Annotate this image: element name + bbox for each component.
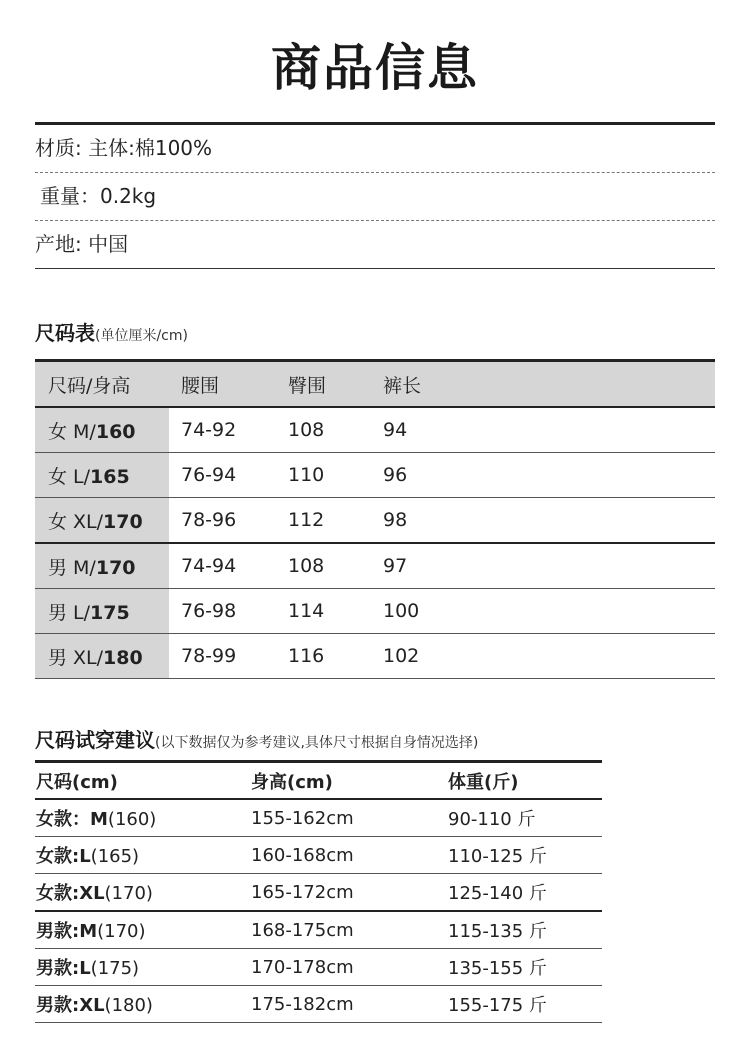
- weight-cell: 135-155 斤: [447, 949, 602, 986]
- page-title: 商品信息: [271, 39, 479, 97]
- product-info: [35, 122, 715, 269]
- info-label: 重量: [40, 184, 80, 208]
- table-row: [35, 453, 715, 498]
- info-row-material: [35, 125, 715, 173]
- height-cell: 155-162cm: [250, 799, 447, 837]
- height-value: 160: [95, 420, 136, 443]
- column-header: 身高(cm): [250, 762, 447, 800]
- weight-cell: 115-135 斤: [447, 911, 602, 949]
- waist-cell: 74-92: [169, 407, 287, 453]
- height-value: 175: [90, 601, 130, 624]
- info-value: 0.2kg: [100, 184, 157, 208]
- size-number: (165): [90, 846, 140, 867]
- waist-cell: 78-96: [169, 498, 287, 544]
- table-row: [35, 589, 715, 634]
- fit-guide-heading: [35, 724, 478, 753]
- length-cell: 98: [382, 498, 715, 544]
- height-cell: 165-172cm: [250, 874, 447, 912]
- length-cell: 100: [382, 589, 715, 634]
- size-label: 女 XL/: [48, 510, 104, 533]
- hip-cell: 114: [287, 589, 382, 634]
- size-number: (160): [107, 809, 157, 830]
- height-cell: 170-178cm: [250, 949, 447, 986]
- info-separator: :: [75, 232, 89, 256]
- info-value: 主体:棉100%: [88, 136, 213, 160]
- info-label: 产地: [35, 232, 75, 256]
- size-number: (175): [90, 958, 140, 979]
- size-label: 男 M/: [48, 556, 96, 579]
- size-cell: [35, 911, 250, 949]
- column-header: 体重(斤): [447, 762, 602, 800]
- size-cell: [35, 949, 250, 986]
- column-header: 尺码(cm): [35, 762, 250, 800]
- size-cell: [35, 589, 169, 634]
- size-cell: [35, 498, 169, 544]
- size-cell: [35, 407, 169, 453]
- length-cell: 96: [382, 453, 715, 498]
- height-cell: 168-175cm: [250, 911, 447, 949]
- info-separator: ：: [80, 184, 100, 208]
- size-cell: [35, 837, 250, 874]
- height-value: 170: [95, 556, 136, 579]
- waist-cell: 78-99: [169, 634, 287, 679]
- column-header: 尺码/身高: [35, 361, 169, 408]
- size-label: 女款:XL: [36, 883, 105, 904]
- size-label: 女 M/: [48, 420, 96, 443]
- table-header-row: [35, 762, 602, 800]
- length-cell: 97: [382, 543, 715, 589]
- weight-cell: 125-140 斤: [447, 874, 602, 912]
- weight-cell: 110-125 斤: [447, 837, 602, 874]
- size-cell: [35, 634, 169, 679]
- weight-cell: 90-110 斤: [447, 799, 602, 837]
- size-label: 男 XL/: [48, 646, 104, 669]
- size-label: 女款:L: [36, 846, 91, 867]
- size-cell: [35, 986, 250, 1023]
- column-header: 腰围: [169, 361, 287, 408]
- table-row: [35, 986, 602, 1023]
- height-value: 170: [103, 510, 143, 533]
- column-header: 裤长: [382, 361, 715, 408]
- size-label: 女 L/: [48, 465, 91, 488]
- table-row: [35, 911, 602, 949]
- size-chart-heading: [35, 317, 188, 346]
- height-value: 165: [90, 465, 130, 488]
- size-chart-title: 尺码表: [35, 321, 95, 345]
- size-label: 男款:XL: [36, 995, 105, 1016]
- fit-guide-table: [35, 760, 602, 1023]
- table-header-row: [35, 361, 715, 408]
- waist-cell: 74-94: [169, 543, 287, 589]
- table-row: [35, 799, 602, 837]
- size-cell: [35, 543, 169, 589]
- size-cell: [35, 799, 250, 837]
- info-separator: :: [75, 136, 89, 160]
- size-label: 男款:L: [36, 958, 91, 979]
- waist-cell: 76-94: [169, 453, 287, 498]
- size-label: 女款：M: [36, 809, 108, 830]
- info-row-origin: [35, 221, 715, 269]
- table-row: [35, 498, 715, 544]
- height-cell: 160-168cm: [250, 837, 447, 874]
- waist-cell: 76-98: [169, 589, 287, 634]
- table-row: [35, 837, 602, 874]
- table-row: [35, 874, 602, 912]
- hip-cell: 108: [287, 543, 382, 589]
- size-label: 男款:M: [36, 921, 98, 942]
- size-number: (170): [104, 883, 153, 904]
- hip-cell: 110: [287, 453, 382, 498]
- size-number: (180): [104, 995, 153, 1016]
- fit-guide-title: 尺码试穿建议: [35, 728, 155, 752]
- length-cell: 94: [382, 407, 715, 453]
- height-value: 180: [103, 646, 143, 669]
- length-cell: 102: [382, 634, 715, 679]
- info-label: 材质: [35, 136, 75, 160]
- hip-cell: 112: [287, 498, 382, 544]
- size-cell: [35, 874, 250, 912]
- size-label: 男 L/: [48, 601, 91, 624]
- size-number: (170): [97, 921, 146, 942]
- size-cell: [35, 453, 169, 498]
- info-row-weight: [35, 173, 715, 221]
- weight-cell: 155-175 斤: [447, 986, 602, 1023]
- size-chart-table: [35, 359, 715, 679]
- hip-cell: 108: [287, 407, 382, 453]
- table-row: [35, 543, 715, 589]
- fit-guide-note: (以下数据仅为参考建议,具体尺寸根据自身情况选择): [155, 735, 479, 751]
- table-row: [35, 634, 715, 679]
- column-header: 臀围: [287, 361, 382, 408]
- table-row: [35, 407, 715, 453]
- hip-cell: 116: [287, 634, 382, 679]
- info-value: 中国: [88, 232, 129, 256]
- height-cell: 175-182cm: [250, 986, 447, 1023]
- size-chart-note: (单位厘米/cm): [95, 328, 188, 344]
- table-row: [35, 949, 602, 986]
